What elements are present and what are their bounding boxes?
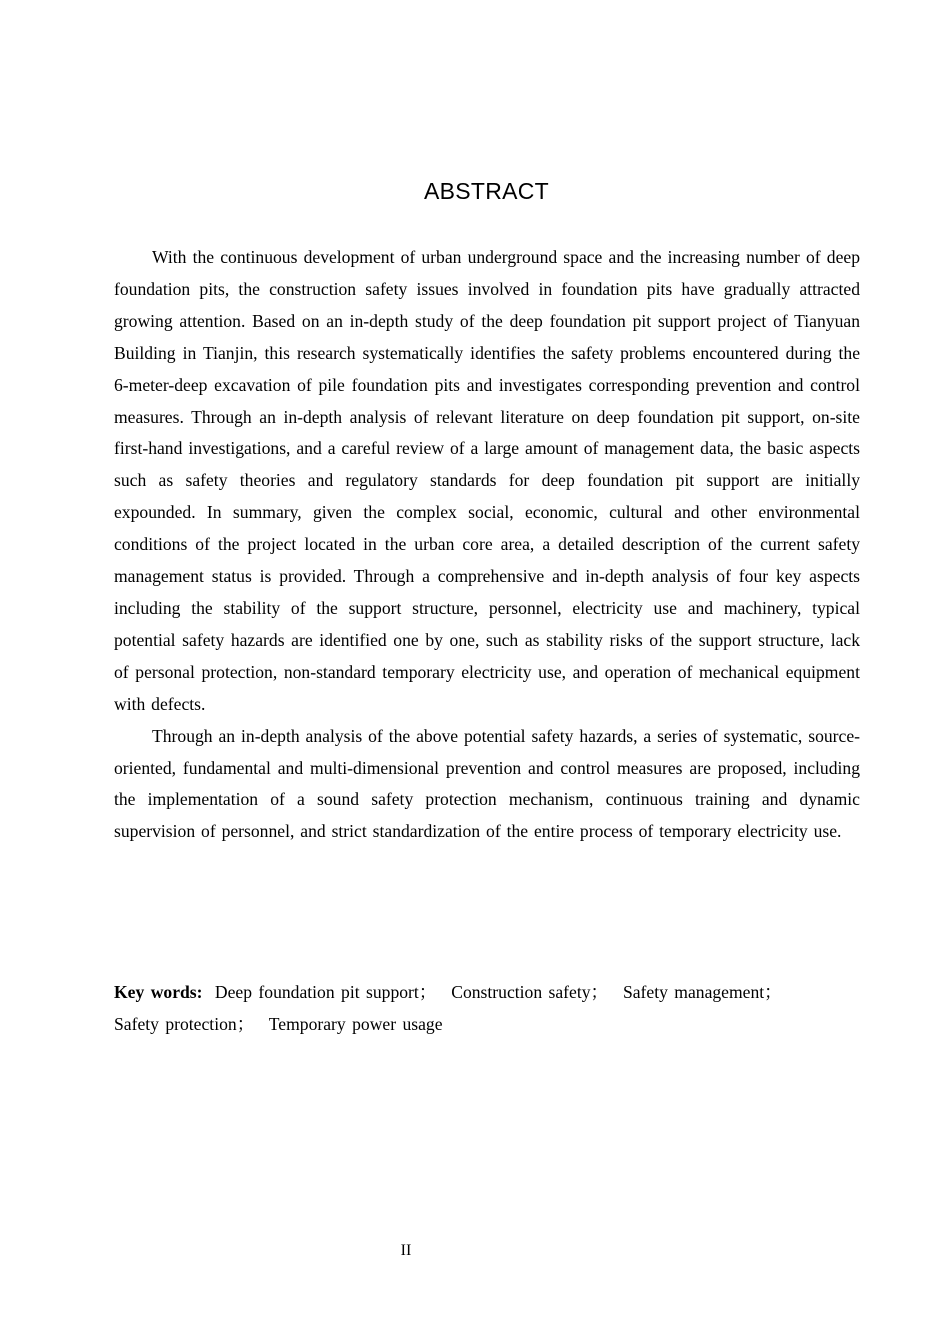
keyword-item: Construction safety <box>451 982 591 1002</box>
keyword-separator: ； <box>418 982 437 1002</box>
keywords-section <box>114 976 860 1040</box>
keyword-separator: ； <box>236 1014 255 1034</box>
keyword-item: Safety management <box>622 982 765 1002</box>
abstract-title: ABSTRACT <box>423 178 550 204</box>
keyword-separator: ； <box>764 982 782 1002</box>
keyword-separator: ； <box>590 982 609 1002</box>
page-number: II <box>400 1242 412 1259</box>
keyword-item: Deep foundation pit support <box>214 982 419 1002</box>
abstract-paragraph-2: Through an in-depth analysis of the above potential safety hazards, a series of systematic, source-oriented, fundamental and multi-dimensional prevention and control measures are proposed, including the implementation of a sound safety protection mechanism, continuous training and dynamic supervision of personnel, and strict standardization of the entire process of temporary electricity use. <box>114 725 860 842</box>
abstract-body <box>114 242 860 848</box>
keyword-item: Temporary power usage <box>268 1014 443 1034</box>
keywords-label: Key words: <box>114 982 203 1002</box>
keyword-item: Safety protection <box>114 1014 237 1034</box>
abstract-paragraph-1: With the continuous development of urban underground space and the increasing number of deep foundation pits, the construction safety issues involved in foundation pits have gradually attracted growing attention. Based on an in-depth study of the deep foundation pit support project of Tianyuan Building in Tianjin, this research systematically identifies the safety problems encountered during the 6-meter-deep excavation of pile foundation pits and investigates corresponding prevention and control measures. Through an in-depth analysis of relevant literature on deep foundation pit support, on-site first-hand investigations, and a careful review of a large amount of management data, the basic aspects such as safety theories and regulatory standards for deep foundation pit support are initially expounded. In summary, given the complex social, economic, cultural and other environmental conditions of the project located in the urban core area, a detailed description of the current safety management status is provided. Through a comprehensive and in-depth analysis of four key aspects including the stability of the support structure, personnel, electricity use and machinery, typical potential safety hazards are identified one by one, such as stability risks of the support structure, lack of personal protection, non-standard temporary electricity use, and operation of mechanical equipment with defects. <box>114 247 860 714</box>
